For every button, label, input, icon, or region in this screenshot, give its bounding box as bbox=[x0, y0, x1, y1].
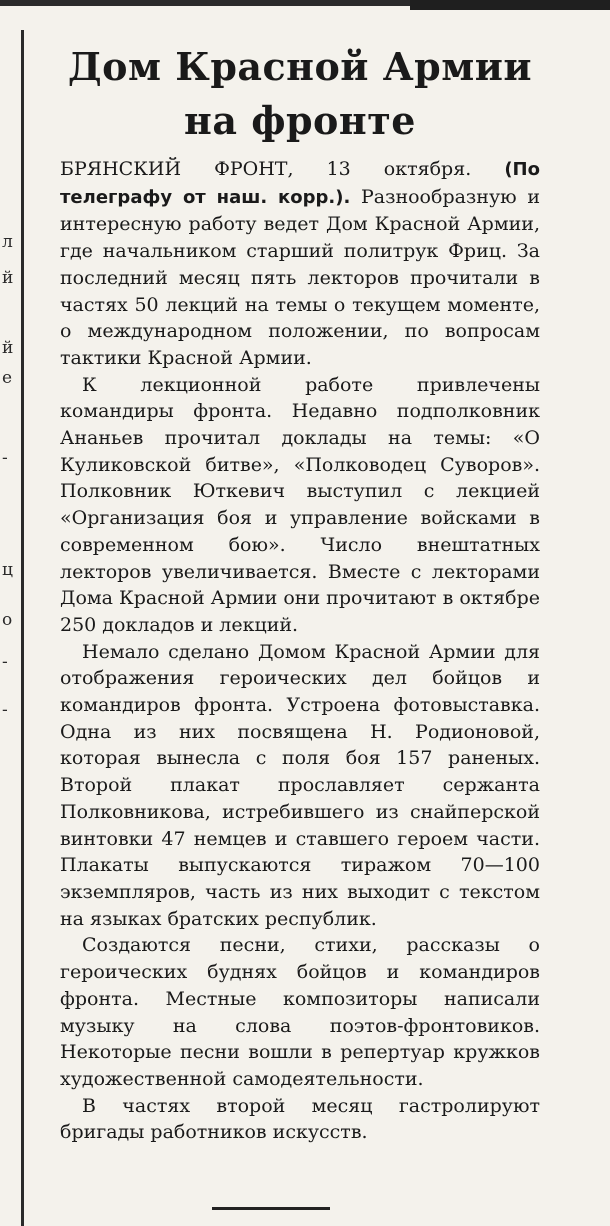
dateline: БРЯНСКИЙ ФРОНТ, 13 октября. bbox=[60, 158, 472, 180]
fragment-char: - bbox=[2, 448, 8, 468]
article-end-rule bbox=[212, 1207, 330, 1210]
adjacent-column-fragments bbox=[0, 0, 18, 1226]
article-paragraph: К лекционной работе привлечены командиры фронта. Недавно подполковник Ананьев прочитал доклады на темы: «О Куликовской битве», «Полководец Суворов». Полковник Юткевич выступил с лекцией «Организация боя и управление войсками в современном бою». Число внештатных лекторов увеличивается. Вместе с лекторами Дома Красной Армии они прочитают в октябре 250 докладов и лекций. bbox=[60, 373, 540, 636]
fragment-char: е bbox=[2, 368, 13, 388]
article-paragraph bbox=[60, 156, 540, 372]
fragment-char: й bbox=[2, 338, 14, 358]
article-paragraph: Создаются песни, стихи, рассказы о героических буднях бойцов и командиров фронта. Местные композиторы написали музыку на слова поэтов-фронтовиков. Некоторые песни вошли в репертуар кружков художественной самодеятельности. bbox=[60, 934, 540, 1090]
paragraph-text: Разнообразную и интересную работу ведет Дом Красной Армии, где начальником старший политрук Фриц. За последний месяц пять лекторов прочитали в частях 50 лекций на темы о текущем моменте, о международном положении, по вопросам тактики Красной Армии. bbox=[60, 185, 540, 369]
fragment-char: - bbox=[2, 700, 8, 720]
fragment-char: л bbox=[2, 232, 13, 252]
top-border-rule-heavy bbox=[410, 0, 610, 10]
source-note: (По телеграфу от наш. корр.). bbox=[60, 159, 540, 208]
fragment-char: о bbox=[2, 610, 13, 630]
article bbox=[60, 40, 540, 1146]
article-paragraph: Немало сделано Домом Красной Армии для отображения героических дел бойцов и командиров фронта. Устроена фотовыставка. Одна из них посвящена Н. Родионовой, которая вынесла с поля боя 157 раненых. Второй плакат прославляет сержанта Полковникова, истребившего из снайперской винтовки 47 немцев и ставшего героем части. Плакаты выпускаются тиражом 70—100 экземпляров, часть из них выходит с текстом на языках братских республик. bbox=[60, 640, 540, 930]
article-paragraph: В частях второй месяц гастролируют бригады работников искусств. bbox=[60, 1094, 540, 1144]
fragment-char: - bbox=[2, 652, 8, 672]
fragment-char: й bbox=[2, 268, 14, 288]
column-divider bbox=[21, 30, 24, 1226]
fragment-char: ц bbox=[2, 560, 13, 580]
article-headline: Дом Красной Армии на фронте bbox=[67, 44, 533, 143]
article-body bbox=[60, 156, 540, 1146]
